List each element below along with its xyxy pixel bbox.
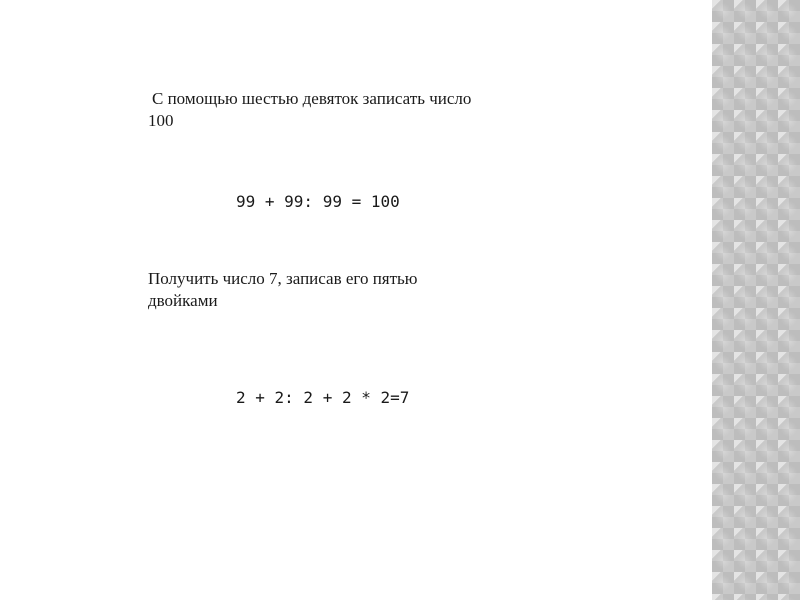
task1-text-line2: 100 bbox=[148, 111, 174, 130]
task2-text-line1: Получить число 7, записав его пятью bbox=[148, 269, 418, 288]
decorative-side-panel bbox=[712, 0, 800, 600]
task2-text-line2: двойками bbox=[148, 291, 218, 310]
task2-text bbox=[148, 268, 508, 312]
task2-solution: 2 + 2: 2 + 2 * 2=7 bbox=[236, 388, 410, 407]
task1-solution: 99 + 99: 99 = 100 bbox=[236, 192, 400, 211]
task1-text-line1: С помощью шестью девяток записать число bbox=[152, 89, 472, 108]
task1-text bbox=[148, 88, 548, 132]
